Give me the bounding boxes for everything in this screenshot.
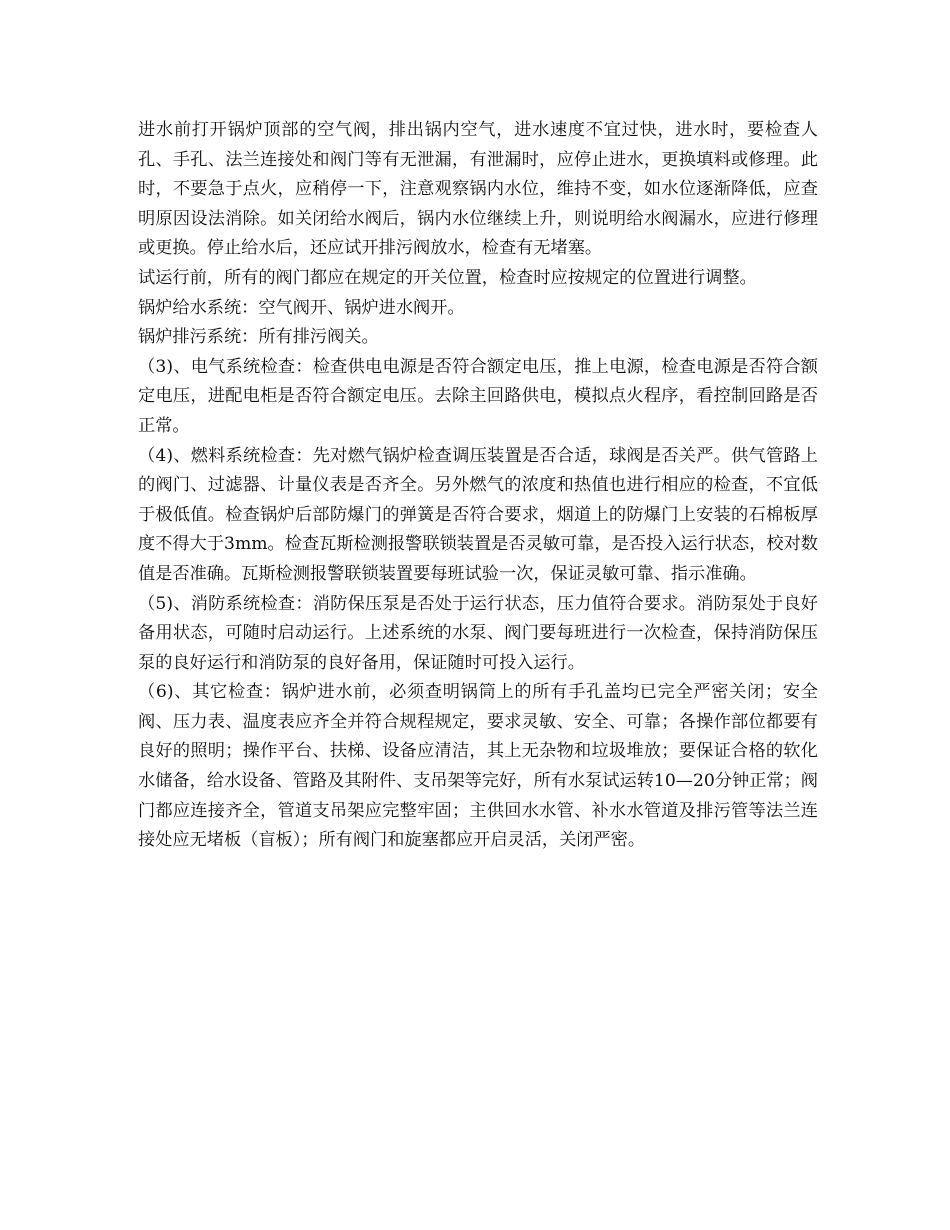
- paragraph-fire-protection-check: （5)、消防系统检查：消防保压泵是否处于运行状态，压力值符合要求。消防泵处于良好备用状态，可随时启动运行。上述系统的水泵、阀门要每班进行一次检查，保持消防保压泵的良好运行和消防泵的良好备用，保证随时可投入运行。: [138, 593, 818, 673]
- paragraph-other-checks: （6)、其它检查：锅炉进水前，必须查明锅筒上的所有手孔盖均已完全严密关闭；安全阀、压力表、温度表应齐全并符合规程规定，要求灵敏、安全、可靠；各操作部位都要有良好的照明；操作平台、扶梯、设备应清洁，其上无杂物和垃圾堆放；要保证合格的软化水储备，给水设备、管路及其附件、支吊架等完好，所有水泵试运转10—20分钟正常；阀门都应连接齐全，管道支吊架应完整牢固；主供回水水管、补水水管道及排污管等法兰连接处应无堵板（盲板）；所有阀门和旋塞都应开启灵活，关闭严密。: [138, 682, 818, 851]
- paragraph-blowdown-system: 锅炉排污系统：所有排污阀关。: [138, 327, 379, 348]
- paragraph-valve-positions: 试运行前，所有的阀门都应在规定的开关位置，检查时应按规定的位置进行调整。: [138, 267, 757, 288]
- paragraph-fuel-check: （4)、燃料系统检查：先对燃气锅炉检查调压装置是否合适，球阀是否关严。供气管路上的阀门、过滤器、计量仪表是否齐全。另外燃气的浓度和热值也进行相应的检查，不宜低于极低值。检查锅炉后部防爆门的弹簧是否符合要求，烟道上的防爆门上安装的石棉板厚度不得大于3mm。检查瓦斯检测报警联锁装置是否灵敏可靠，是否投入运行状态，校对数值是否准确。瓦斯检测报警联锁装置要每班试验一次，保证灵敏可靠、指示准确。: [138, 445, 818, 584]
- paragraph-feed-water-system: 锅炉给水系统：空气阀开、锅炉进水阀开。: [138, 297, 465, 318]
- document-body: [138, 116, 818, 856]
- paragraph-water-filling: 进水前打开锅炉顶部的空气阀，排出锅内空气，进水速度不宜过快，进水时，要检查人孔、手孔、法兰连接处和阀门等有无泄漏，有泄漏时，应停止进水，更换填料或修理。此时，不要急于点火，应稍停一下，注意观察锅内水位，维持不变，如水位逐渐降低，应查明原因设法消除。如关闭给水阀后，锅内水位继续上升，则说明给水阀漏水，应进行修理或更换。停止给水后，还应试开排污阀放水，检查有无堵塞。: [138, 120, 818, 259]
- paragraph-electrical-check: （3)、电气系统检查：检查供电电源是否符合额定电压，推上电源，检查电源是否符合额定电压，进配电柜是否符合额定电压。去除主回路供电，模拟点火程序，看控制回路是否正常。: [138, 356, 818, 436]
